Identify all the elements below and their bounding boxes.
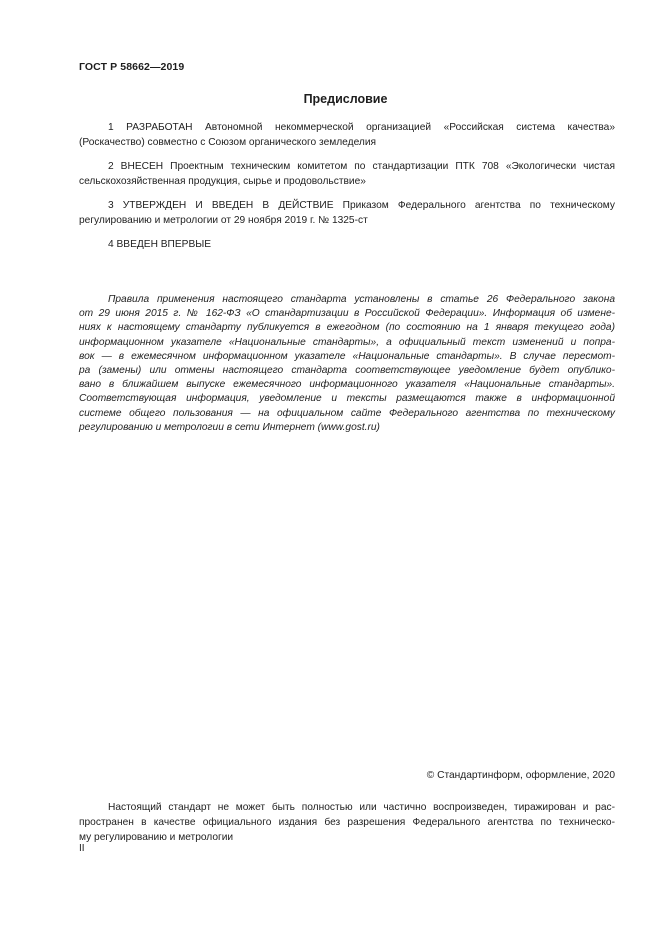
paragraph-approved — [79, 198, 615, 228]
copyright-notice: © Стандартинформ, оформление, 2020 — [426, 770, 615, 781]
note-line: информационном указателе «Национальные стандарты», а официальный текст изменений и попра- — [79, 336, 615, 348]
note-line: Соответствующая информация, уведомление и тексты размещаются также в информационной — [79, 393, 615, 405]
note-line: ра (замены) или отмены настоящего стандарта соответствующее уведомление будет опублико- — [79, 365, 615, 377]
paragraph-line: 3 УТВЕРЖДЕН И ВВЕДЕН В ДЕЙСТВИЕ Приказом Федерального агентства по техническому — [108, 200, 615, 211]
note-line: системе общего пользования — на официальном сайте Федерального агентства по техническому — [79, 407, 615, 419]
footer-line: му регулированию и метрологии — [79, 832, 234, 843]
paragraph-line: сельскохозяйственная продукция, сырье и продовольствие» — [79, 176, 366, 187]
application-rules-note — [79, 293, 615, 435]
section-title: Предисловие — [303, 92, 388, 106]
paragraph-line: 1 РАЗРАБОТАН Автономной некоммерческой организацией «Российская система качества» — [108, 122, 615, 133]
reproduction-notice — [79, 800, 615, 845]
note-line: от 29 июня 2015 г. № 162-ФЗ «О стандартизации в Российской Федерации». Информация об измене- — [79, 308, 615, 320]
footer-line: пространен в качестве официального издания без разрешения Федерального агентства по техническо- — [79, 817, 615, 828]
paragraph-developed — [79, 120, 615, 150]
paragraph-line: 4 ВВЕДЕН ВПЕРВЫЕ — [108, 239, 212, 250]
note-line: регулированию и метрологии в сети Интернет (www.gost.ru) — [79, 421, 380, 433]
note-line: вано в ближайшем выпуске ежемесячного информационного указателя «Национальные стандарты». — [79, 379, 615, 391]
note-line: вок — в ежемесячном информационном указателе «Национальные стандарты». В случае пересмот- — [79, 350, 615, 362]
paragraph-line: (Роскачество) совместно с Союзом органического земледелия — [79, 137, 377, 148]
footer-line: Настоящий стандарт не может быть полностью или частично воспроизведен, тиражирован и рас- — [108, 802, 615, 813]
paragraph-line: 2 ВНЕСЕН Проектным техническим комитетом по стандартизации ПТК 708 «Экологически чистая — [108, 161, 615, 172]
paragraph-introduced — [79, 159, 615, 189]
paragraph-first-introduced — [79, 237, 615, 252]
paragraph-line: регулированию и метрологии от 29 ноября 2019 г. № 1325-ст — [79, 215, 368, 226]
document-code: ГОСТ Р 58662—2019 — [79, 61, 185, 73]
note-line: Правила применения настоящего стандарта установлены в статье 26 Федерального закона — [108, 294, 615, 305]
page-number: II — [79, 843, 85, 854]
note-line: ниях к настоящему стандарту публикуется в ежегодном (по состоянию на 1 января текущего года) — [79, 322, 615, 334]
